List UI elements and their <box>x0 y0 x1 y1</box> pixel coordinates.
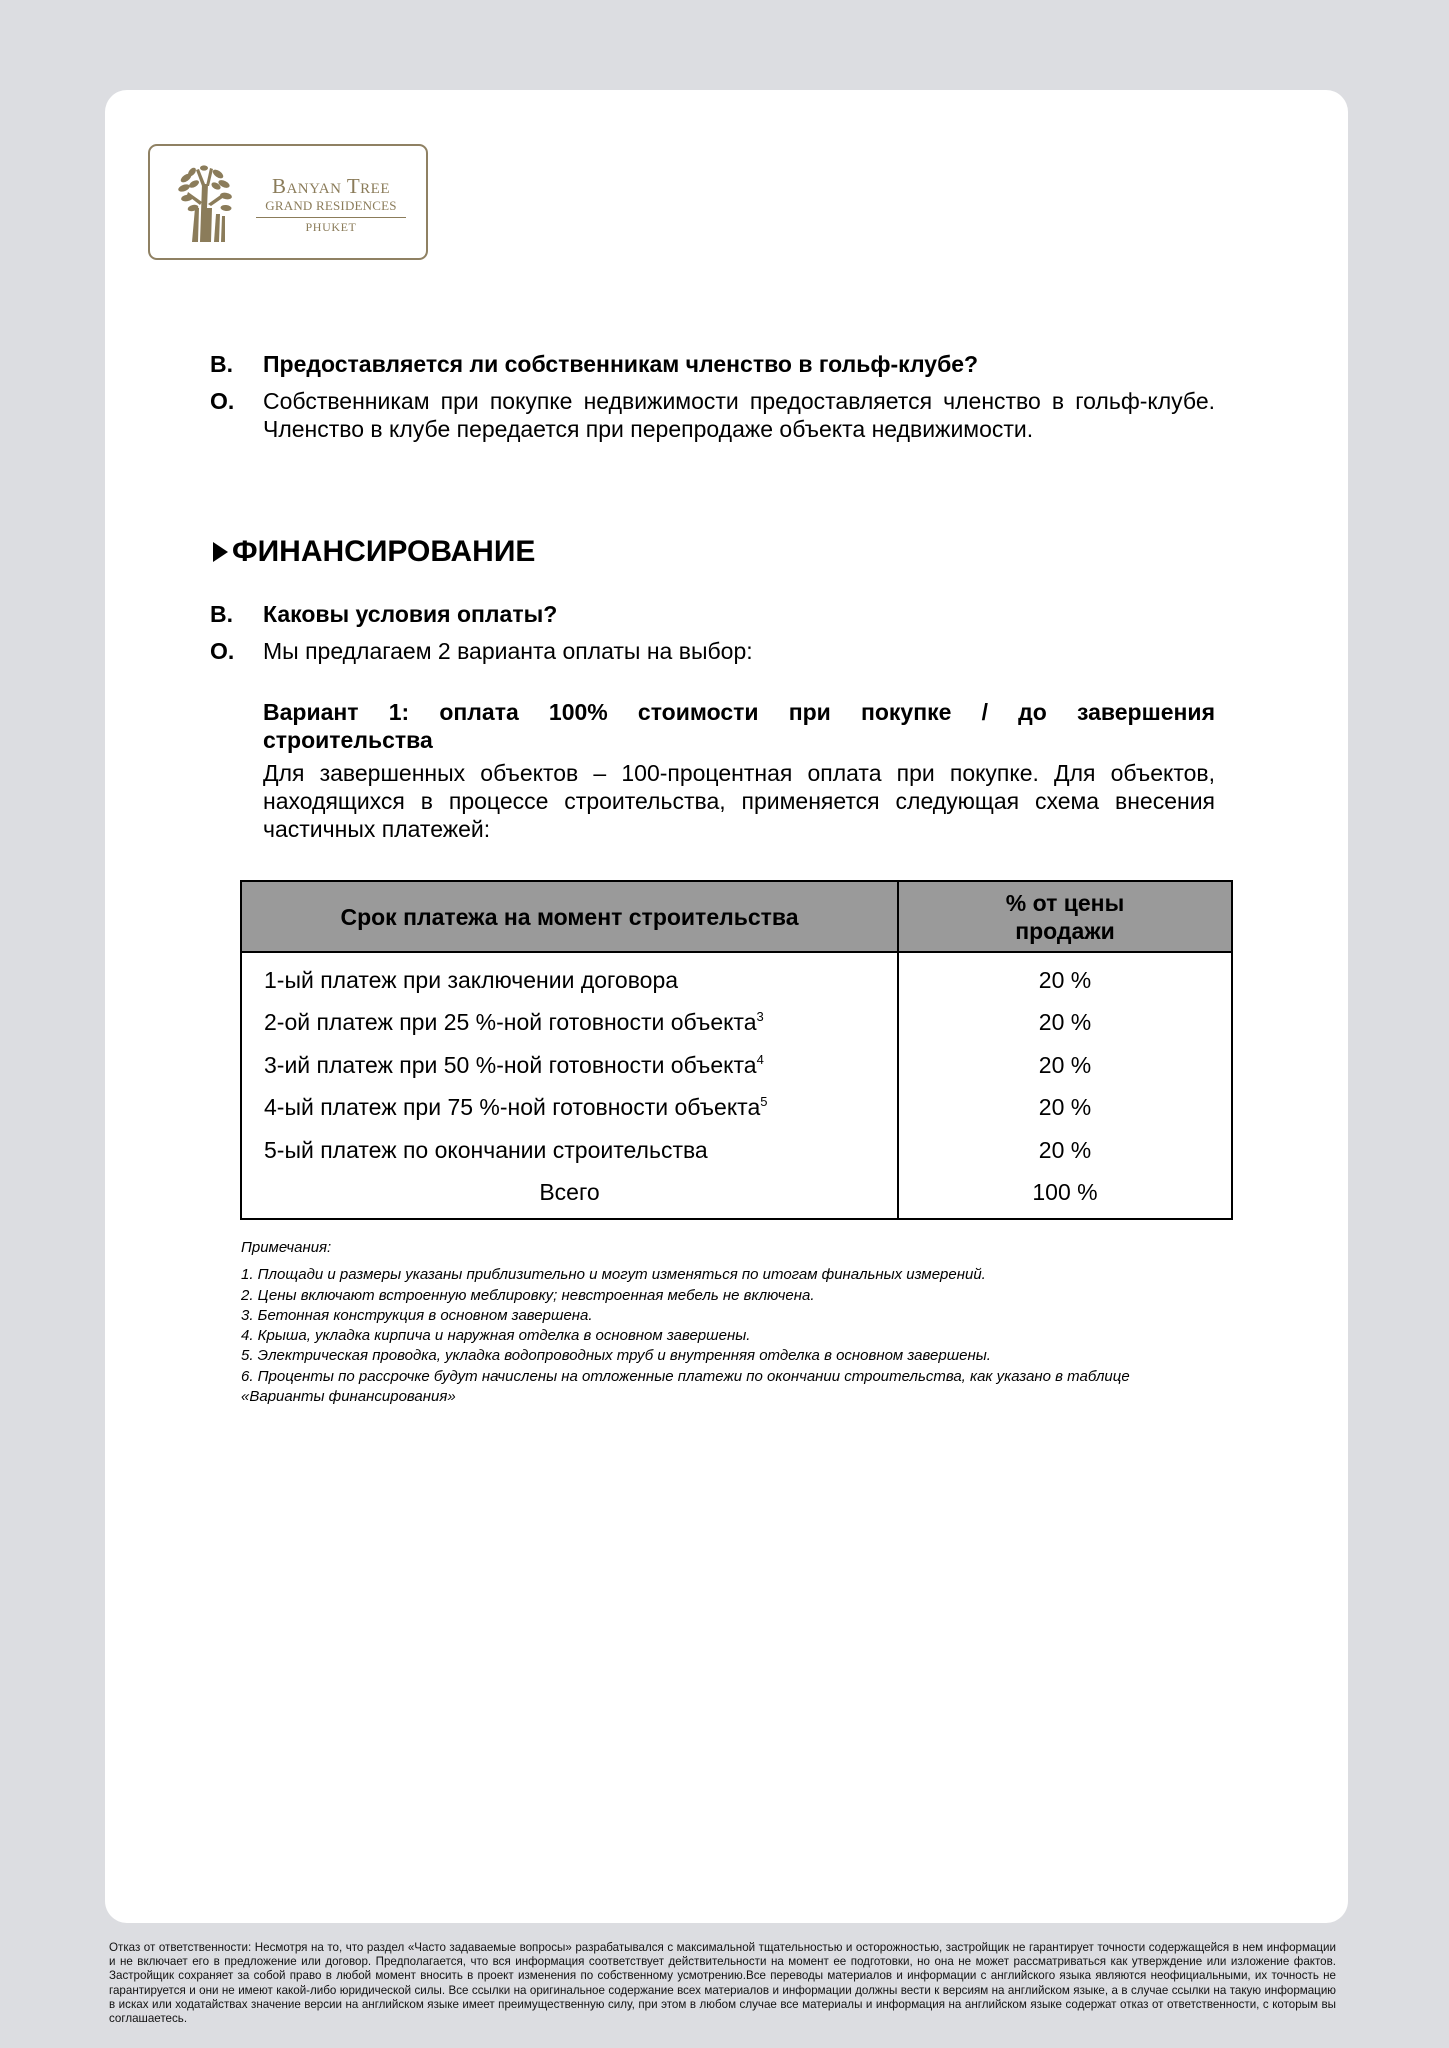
question-text: Предоставляется ли собственникам членство в гольф-клубе? <box>263 351 979 377</box>
payment-term-text: 2-ой платеж при 25 %-ной готовности объекта <box>264 1009 757 1036</box>
payment-schedule-table <box>240 880 1233 1220</box>
payment-term <box>241 1044 898 1087</box>
footnotes-title: Примечания: <box>241 1239 332 1256</box>
triangle-right-icon <box>213 542 228 562</box>
answer-text: Собственникам при покупке недвижимости предоставляется членство в гольф-клубе. Членство в клубе передается при перепродаже объекта недвижимости. <box>263 388 1215 442</box>
payment-term-text: 1-ый платеж при заключении договора <box>264 966 679 993</box>
disclaimer-text: Отказ от ответственности: Несмотря на то, что раздел «Часто задаваемые вопросы» разрабатывался с максимальной тщательностью и осторожностью, застройщик не гарантирует точности содержащейся в нем информации и не включает его в предложение или договор. Предполагается, что вся информация соответствует действительности на момент ее подготовки, но она не может рассматриваться как утверждение или изложение фактов. Застройщик сохраняет за собой право в любой момент вносить в проект изменения по собственному усмотрению.Все переводы материалов и информации с английского языка являются неофициальными, их точность не гарантируется и они не имеют какой-либо юридической силы. Все ссылки на оригинальное содержание всех материалов и информации должны вести к версиям на английском языке, а в случае ссылки на такую информацию в исках или ходатайствах значение версии на английском языке имеет преимущественную силу, при этом в любом случае все материалы и информация на английском языке содержат отказ от ответственности, с которым вы соглашаетесь. <box>109 1941 1336 2026</box>
footnote-ref: 3 <box>756 1009 764 1025</box>
question-marker: В. <box>210 601 233 627</box>
faq-answer-row <box>210 387 1215 443</box>
payment-term <box>241 1002 898 1045</box>
payment-percent: 20 % <box>898 1087 1232 1130</box>
brand-location: PHUKET <box>305 220 357 234</box>
faq-payment <box>210 600 1215 665</box>
payment-term <box>241 1087 898 1130</box>
answer-text: Мы предлагаем 2 варианта оплаты на выбор: <box>263 638 753 664</box>
header-payment-term: Срок платежа на момент строительства <box>241 881 898 952</box>
faq-question-row <box>210 600 1215 628</box>
brand-text <box>256 174 406 236</box>
header-percent-label: % от цены продажи <box>1005 889 1125 944</box>
payment-term-text: 5-ый платеж по окончании строительства <box>264 1136 708 1163</box>
table-row <box>241 1044 1232 1087</box>
question-text: Каковы условия оплаты? <box>263 601 558 627</box>
payment-percent: 20 % <box>898 1002 1232 1045</box>
payment-term-text: 4-ый платеж при 75 %-ной готовности объекта <box>264 1094 761 1121</box>
faq-answer-row <box>210 637 1215 665</box>
table-row <box>241 1129 1232 1172</box>
table-row <box>241 1087 1232 1130</box>
table-header-row <box>241 881 1232 952</box>
payment-term-text: 3-ий платеж при 50 %-ной готовности объекта <box>264 1051 757 1078</box>
payment-percent: 20 % <box>898 1129 1232 1172</box>
faq-question-row <box>210 350 1215 378</box>
payment-term <box>241 1129 898 1172</box>
answer-marker: О. <box>210 638 235 664</box>
brand-subtitle: GRAND RESIDENCES <box>256 198 406 218</box>
payment-variant-1 <box>263 698 1215 843</box>
footnote-item: 3. Бетонная конструкция в основном завершена. <box>241 1306 593 1324</box>
payment-percent: 20 % <box>898 1044 1232 1087</box>
total-percent: 100 % <box>898 1172 1232 1220</box>
payment-term <box>241 952 898 1002</box>
footnote-item: 4. Крыша, укладка кирпича и наружная отделка в основном завершены. <box>241 1327 751 1345</box>
brand-name: Banyan Tree <box>271 174 391 198</box>
payment-percent: 20 % <box>898 952 1232 1002</box>
section-heading-text: ФИНАНСИРОВАНИЕ <box>232 535 536 568</box>
banyan-tree-icon <box>178 164 234 242</box>
table-row <box>241 952 1232 1002</box>
table-row <box>241 1002 1232 1045</box>
question-marker: В. <box>210 351 233 377</box>
banyan-tree-logo <box>148 144 428 260</box>
section-heading <box>213 532 535 572</box>
footnote-item: 1. Площади и размеры указаны приблизительно и могут изменяться по итогам финальных измерений. <box>241 1266 986 1284</box>
footnote-ref: 5 <box>760 1094 768 1110</box>
footnote-item: 6. Проценты по рассрочке будут начислены на отложенные платежи по окончании строительства, как указано в таблице «Варианты финансирования» <box>241 1367 1130 1406</box>
table-total-row <box>241 1172 1232 1220</box>
header-percent-of-price <box>898 881 1232 952</box>
total-label: Всего <box>241 1172 898 1220</box>
answer-marker: О. <box>210 388 235 414</box>
variant-title: Вариант 1: оплата 100% стоимости при покупке / до завершения строительства <box>263 699 1215 753</box>
footnote-item: 2. Цены включают встроенную меблировку; невстроенная мебель не включена. <box>241 1286 815 1304</box>
footnote-ref: 4 <box>756 1051 764 1067</box>
footnotes <box>241 1238 1201 1407</box>
faq-golf <box>210 350 1215 443</box>
variant-description: Для завершенных объектов – 100-процентная оплата при покупке. Для объектов, находящихся в процессе строительства, применяется следующая схема внесения частичных платежей: <box>263 760 1215 842</box>
footnote-item: 5. Электрическая проводка, укладка водопроводных труб и внутренняя отделка в основном завершены. <box>241 1347 991 1365</box>
